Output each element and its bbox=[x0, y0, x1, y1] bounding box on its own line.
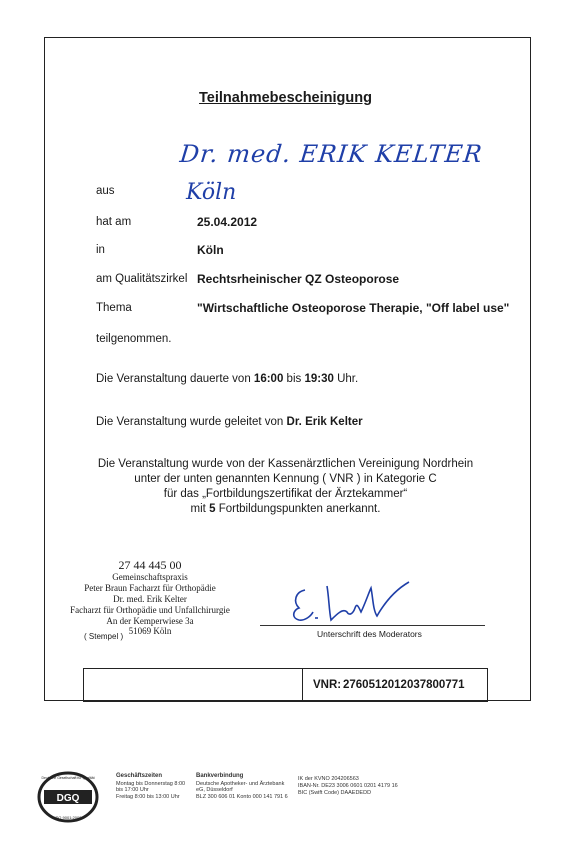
bank-details-line-3: BLZ 300 606 01 Konto 000 141 791 6 bbox=[196, 794, 288, 801]
date-value: 25.04.2012 bbox=[197, 215, 258, 229]
stamp-number: 27 44 445 00 bbox=[118, 558, 182, 572]
bank-details-line-2: eG, Düsseldorf bbox=[196, 787, 233, 794]
bank-details-title: Bankverbindung bbox=[196, 773, 244, 779]
business-hours-line-3: Freitag 8:00 bis 13:00 Uhr bbox=[116, 794, 180, 801]
moderator-signature bbox=[285, 578, 415, 626]
stamp-caption: ( Stempel ) bbox=[84, 632, 124, 641]
bic: BIC (Swift Code) DAAEDEDD bbox=[298, 789, 372, 796]
vnr-box-divider bbox=[302, 668, 303, 702]
accreditation-points-suffix: Fortbildungspunkten anerkannt. bbox=[218, 503, 381, 515]
stamp-line-2: Peter Braun Facharzt für Orthopädie bbox=[84, 583, 216, 594]
stamp-line-4: Facharzt für Orthopädie und Unfallchirurgie bbox=[70, 604, 230, 615]
certificate-title: Teilnahmebescheinigung bbox=[199, 90, 372, 106]
duration-middle: bis bbox=[286, 373, 302, 385]
dgq-logo-text: DGQ bbox=[56, 793, 80, 804]
signature-caption: Unterschrift des Moderators bbox=[317, 629, 422, 639]
accreditation-line-4 bbox=[0, 503, 571, 515]
accreditation-line-1: Die Veranstaltung wurde von der Kassenärztlichen Vereinigung Nordrhein bbox=[97, 458, 474, 470]
accreditation-line-2: unter der unten genannten Kennung ( VNR ) in Kategorie C bbox=[134, 473, 437, 485]
stamp-line-6: 51069 Köln bbox=[128, 626, 172, 637]
leader-prefix: Die Veranstaltung wurde geleitet von bbox=[96, 416, 284, 428]
topic-value: "Wirtschaftliche Osteoporose Therapie, "Off label use" bbox=[197, 301, 510, 315]
business-hours bbox=[116, 773, 185, 801]
business-hours-line-1: Montag bis Donnerstag 8:00 bbox=[116, 780, 186, 787]
date-label: hat am bbox=[96, 216, 132, 228]
practice-stamp bbox=[70, 558, 230, 637]
bank-details bbox=[196, 773, 288, 801]
business-hours-title: Geschäftszeiten bbox=[116, 773, 163, 779]
accreditation-points-prefix: mit bbox=[190, 503, 206, 515]
dgq-certification-logo bbox=[36, 770, 100, 824]
accreditation-line-3: für das „Fortbildungszertifikat der Ärztekammer“ bbox=[163, 488, 408, 500]
business-hours-line-2: bis 17:00 Uhr bbox=[116, 787, 149, 794]
topic-label: Thema bbox=[96, 302, 132, 314]
participant-name-handwritten: Dr. med. ERIK KELTER bbox=[178, 140, 485, 168]
aus-label: aus bbox=[96, 185, 115, 197]
signature-line bbox=[260, 625, 485, 626]
city-handwritten: Köln bbox=[186, 180, 237, 205]
duration-line bbox=[96, 373, 358, 385]
vnr-value: 2760512012037800771 bbox=[343, 679, 465, 691]
dgq-logo-top-text: Deutsche Gesellschaft für Qualität bbox=[41, 776, 95, 780]
participated-text: teilgenommen. bbox=[96, 333, 172, 345]
leader-name: Dr. Erik Kelter bbox=[286, 416, 363, 428]
leader-line bbox=[96, 416, 363, 428]
duration-suffix: Uhr. bbox=[337, 373, 359, 385]
duration-start: 16:00 bbox=[253, 373, 284, 385]
location-value: Köln bbox=[197, 243, 224, 257]
quality-circle-label: am Qualitätszirkel bbox=[96, 273, 188, 285]
iban: IBAN-Nr. DE23 3006 0601 0201 4179 16 bbox=[298, 782, 398, 789]
duration-end: 19:30 bbox=[304, 373, 334, 385]
accreditation-points: 5 bbox=[209, 503, 216, 515]
duration-prefix: Die Veranstaltung dauerte von bbox=[96, 373, 251, 385]
stamp-line-5: An der Kemperwiese 3a bbox=[106, 615, 194, 626]
stamp-line-3: Dr. med. Erik Kelter bbox=[113, 593, 187, 604]
dgq-logo-bottom-text: ISO 9001:2000 bbox=[54, 815, 82, 820]
bank-details-line-1: Deutsche Apotheker- und Ärztebank bbox=[196, 780, 285, 787]
location-label: in bbox=[96, 244, 105, 256]
stamp-line-1: Gemeinschaftspraxis bbox=[112, 572, 188, 583]
kvno-id: IK der KVNO 204206563 bbox=[298, 776, 359, 782]
vnr-label: VNR: bbox=[313, 679, 342, 691]
quality-circle-value: Rechtsrheinischer QZ Osteoporose bbox=[197, 272, 400, 286]
registration-ids bbox=[298, 776, 398, 797]
